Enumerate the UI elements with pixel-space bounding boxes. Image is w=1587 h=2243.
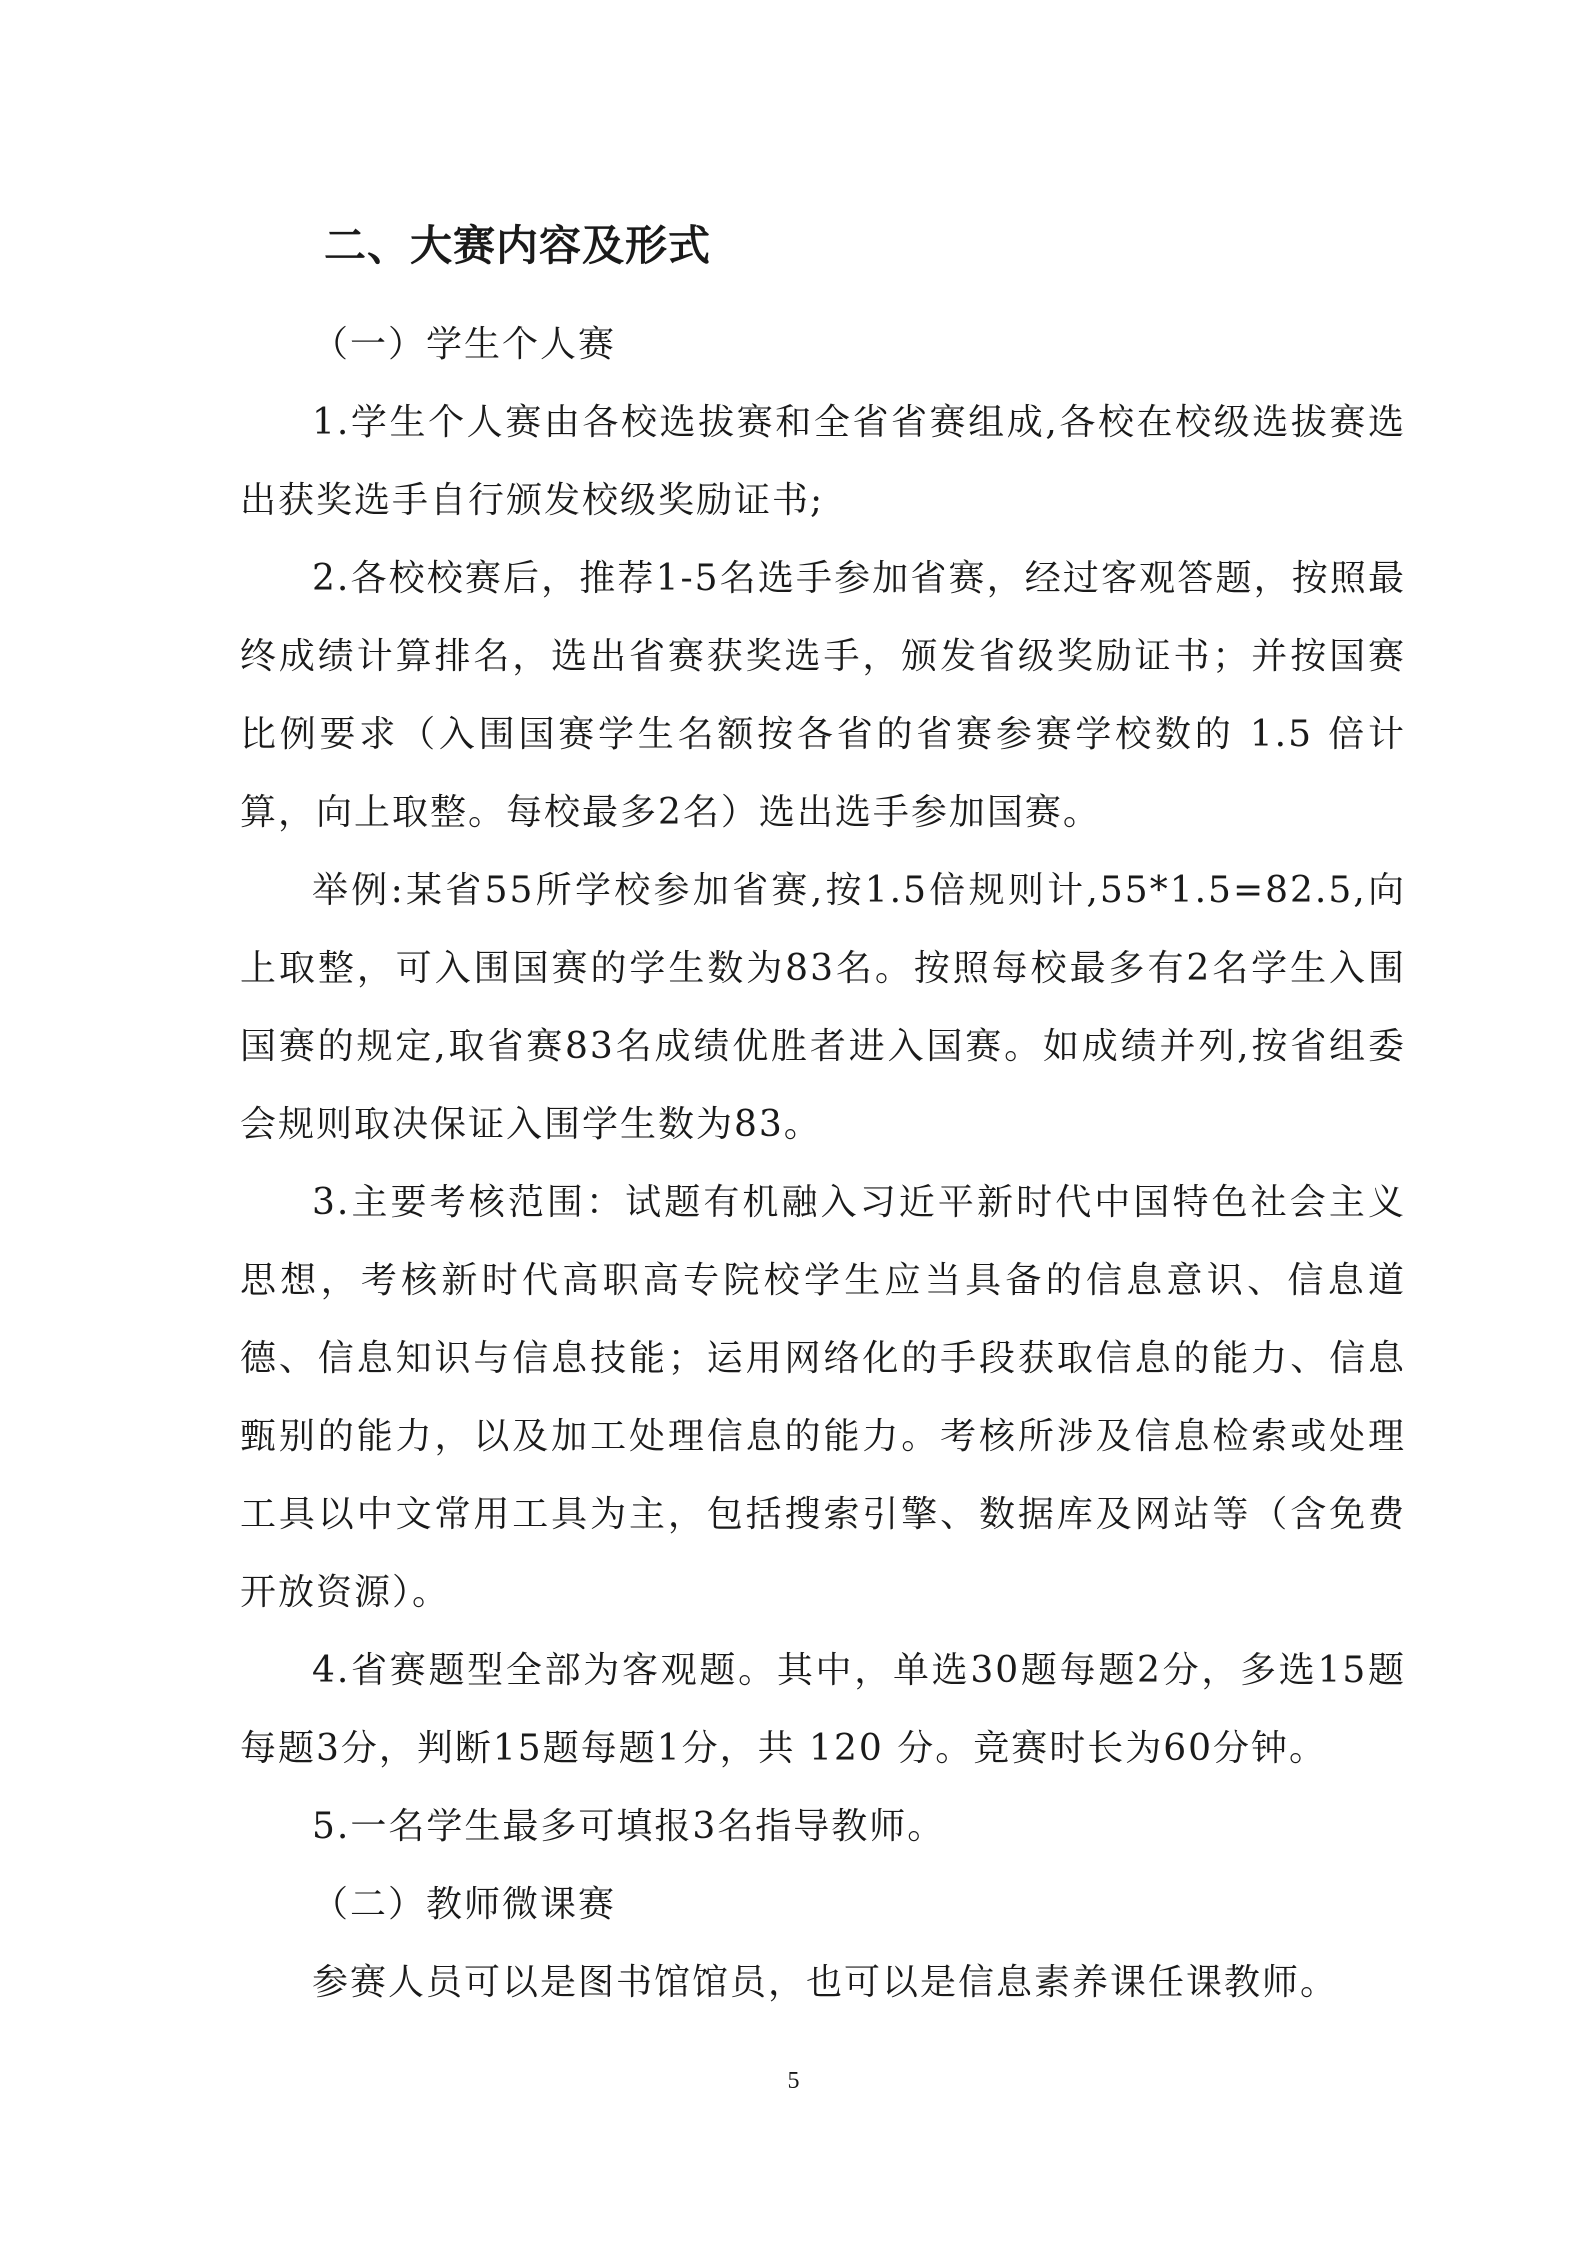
paragraph-example: 举例:某省55所学校参加省赛,按1.5倍规则计,55*1.5=82.5,向上取整，可入围国赛的学生数为83名。按照每校最多有2名学生入围国赛的规定,取省赛83名成绩优胜者进入国赛。如成绩并列,按省组委会规则取决保证入围学生数为83。 <box>240 870 1406 1145</box>
subsection-title-student-individual: （一）学生个人赛 <box>312 324 617 365</box>
paragraph-item-2: 2.各校校赛后，推荐1-5名选手参加省赛，经过客观答题，按照最终成绩计算排名，选出省赛获奖选手，颁发省级奖励证书；并按国赛比例要求（入围国赛学生名额按各省的省赛参赛学校数的 1.5 倍计算，向上取整。每校最多2名）选出选手参加国赛。 <box>240 558 1406 833</box>
paragraph-item-1: 1.学生个人赛由各校选拔赛和全省省赛组成,各校在校级选拔赛选出获奖选手自行颁发校级奖励证书; <box>240 402 1406 521</box>
paragraph-item-3: 3.主要考核范围：试题有机融入习近平新时代中国特色社会主义思想，考核新时代高职高专院校学生应当具备的信息意识、信息道德、信息知识与信息技能；运用网络化的手段获取信息的能力、信息甄别的能力，以及加工处理信息的能力。考核所涉及信息检索或处理工具以中文常用工具为主，包括搜索引擎、数据库及网站等（含免费开放资源）。 <box>240 1182 1406 1613</box>
paragraph-item-5: 5.一名学生最多可填报3名指导教师。 <box>312 1806 946 1847</box>
document-body <box>240 306 1406 2022</box>
section-heading: 二、大赛内容及形式 <box>324 221 712 270</box>
paragraph-teacher-participants: 参赛人员可以是图书馆馆员，也可以是信息素养课任课教师。 <box>312 1962 1339 2003</box>
paragraph-item-4: 4.省赛题型全部为客观题。其中，单选30题每题2分，多选15题每题3分，判断15题每题1分，共 120 分。竞赛时长为60分钟。 <box>240 1650 1406 1769</box>
subsection-title-teacher-microcourse: （二）教师微课赛 <box>312 1884 617 1925</box>
page-number: 5 <box>787 2068 800 2094</box>
